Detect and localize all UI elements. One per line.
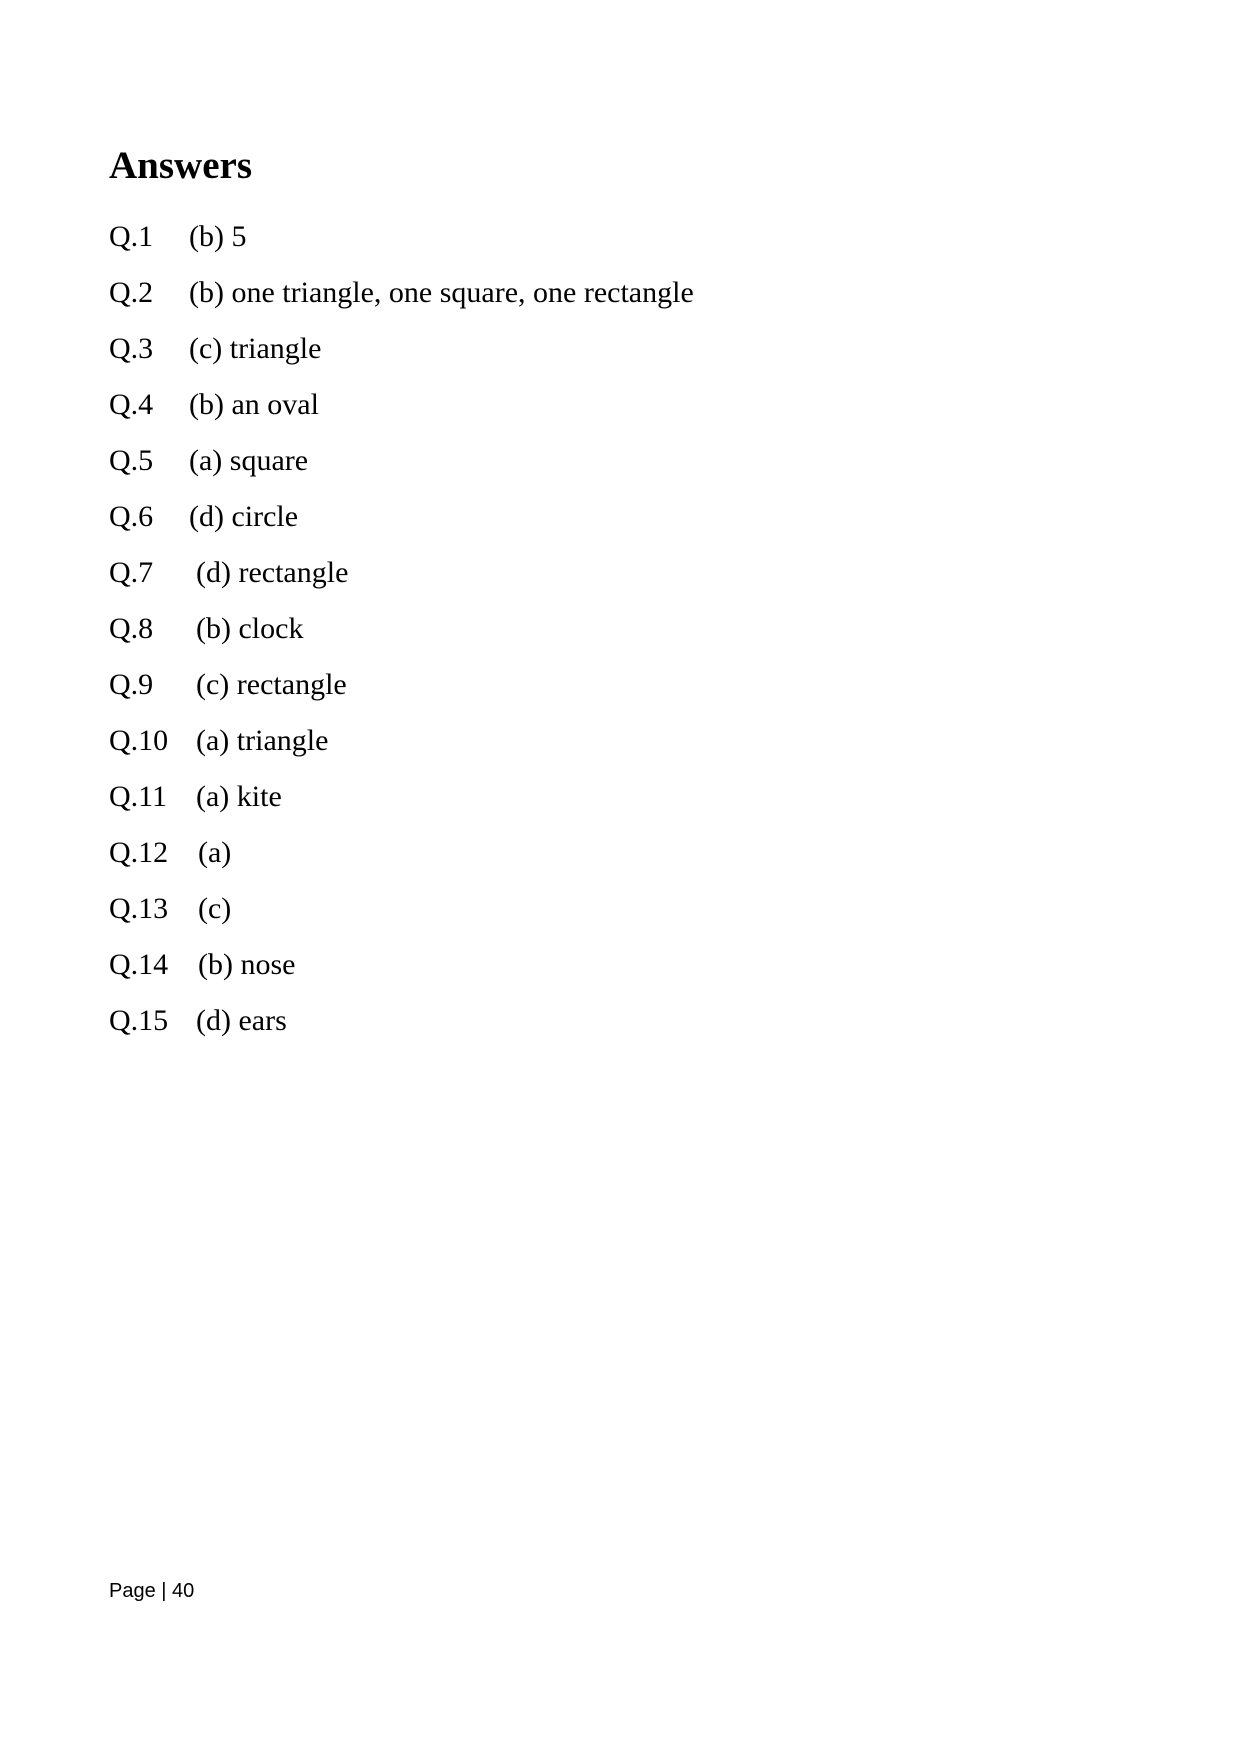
question-number: Q.7	[109, 556, 154, 589]
answer-item	[109, 334, 694, 390]
question-number: Q.6	[109, 500, 154, 533]
answer-text: (d) rectangle	[196, 556, 349, 589]
answer-item	[109, 614, 694, 670]
answer-item	[109, 782, 694, 838]
question-number: Q.14	[109, 948, 169, 981]
answer-item	[109, 390, 694, 446]
answer-item	[109, 670, 694, 726]
answer-text: (b) nose	[198, 948, 296, 981]
question-number: Q.4	[109, 388, 154, 421]
page-title: Answers	[109, 144, 252, 187]
answer-text: (b) one triangle, one square, one rectangle	[189, 276, 694, 309]
answer-text: (a)	[198, 836, 232, 869]
question-number: Q.2	[109, 276, 154, 309]
answer-text: (c)	[198, 892, 232, 925]
answer-item	[109, 502, 694, 558]
question-number: Q.9	[109, 668, 154, 701]
answer-item	[109, 222, 694, 278]
answer-text: (b) an oval	[189, 388, 319, 421]
question-number: Q.8	[109, 612, 154, 645]
answer-item	[109, 1006, 694, 1062]
answer-text: (c) rectangle	[196, 668, 347, 701]
answer-item	[109, 558, 694, 614]
question-number: Q.12	[109, 836, 169, 869]
question-number: Q.10	[109, 724, 169, 757]
question-number: Q.15	[109, 1004, 169, 1037]
answer-text: (d) ears	[196, 1004, 287, 1037]
answer-text: (a) square	[189, 444, 309, 477]
answer-item	[109, 950, 694, 1006]
answer-text: (a) triangle	[196, 724, 329, 757]
answer-text: (b) 5	[189, 220, 247, 253]
answer-text: (b) clock	[196, 612, 304, 645]
question-number: Q.1	[109, 220, 154, 253]
answer-text: (a) kite	[196, 780, 282, 813]
answer-text: (d) circle	[189, 500, 299, 533]
answer-list	[109, 222, 694, 1062]
question-number: Q.11	[109, 780, 168, 813]
answer-text: (c) triangle	[189, 332, 322, 365]
answer-item	[109, 446, 694, 502]
question-number: Q.5	[109, 444, 154, 477]
page-footer: Page | 40	[109, 1580, 195, 1602]
answer-item	[109, 278, 694, 334]
question-number: Q.3	[109, 332, 154, 365]
answer-item	[109, 894, 694, 950]
answer-item	[109, 726, 694, 782]
answer-item	[109, 838, 694, 894]
question-number: Q.13	[109, 892, 169, 925]
